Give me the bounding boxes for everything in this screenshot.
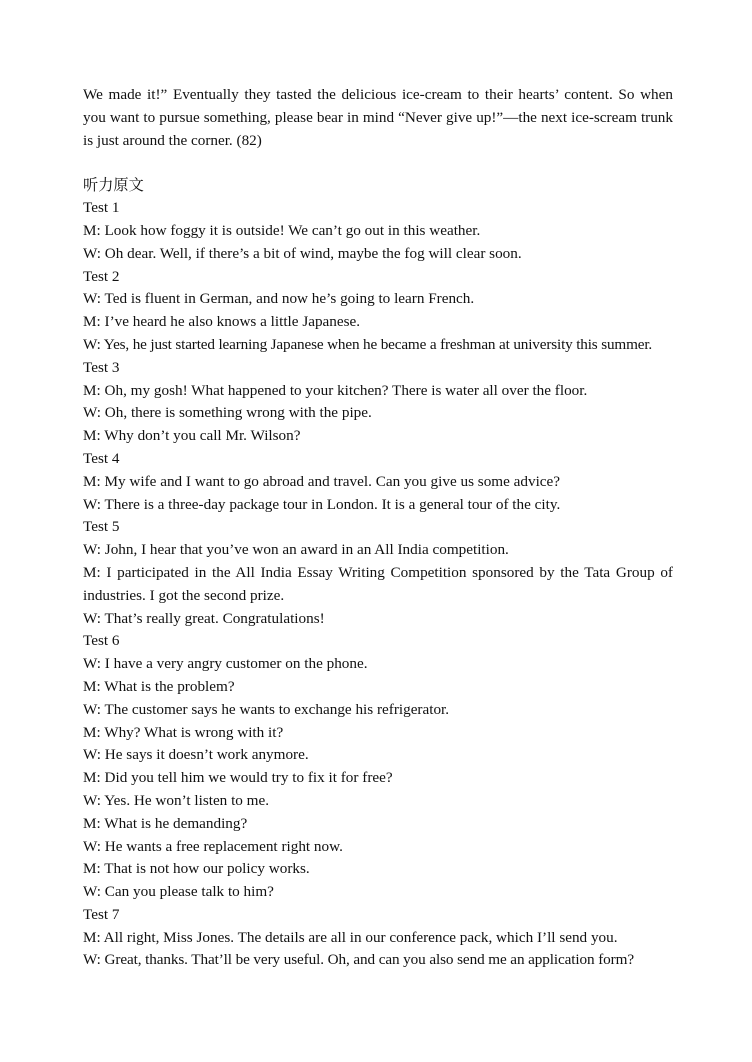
dialogue-line: W: Great, thanks. That’ll be very useful. Oh, and can you also send me an application form?	[83, 951, 634, 969]
dialogue-line: M: My wife and I want to go abroad and travel. Can you give us some advice?	[83, 472, 561, 490]
dialogue-line: W: Ted is fluent in German, and now he’s going to learn French.	[83, 290, 475, 308]
dialogue-line: W: John, I hear that you’ve won an award in an All India competition.	[83, 541, 509, 559]
dialogue-line: W: Oh dear. Well, if there’s a bit of wind, maybe the fog will clear soon.	[83, 244, 522, 262]
dialogue-line: M: Look how foggy it is outside! We can’t go out in this weather.	[83, 221, 481, 239]
dialogue-line: W: That’s really great. Congratulations!	[83, 609, 325, 627]
test-heading: Test 1	[83, 199, 120, 217]
dialogue-line: W: The customer says he wants to exchange his refrigerator.	[83, 700, 450, 718]
dialogue-line: M: Why? What is wrong with it?	[83, 723, 284, 741]
document-page	[83, 84, 673, 972]
transcript	[83, 197, 673, 972]
dialogue-line: W: He says it doesn’t work anymore.	[83, 746, 309, 764]
dialogue-line: M: I’ve heard he also knows a little Japanese.	[83, 313, 361, 331]
dialogue-line: M: That is not how our policy works.	[83, 860, 310, 878]
test-heading: Test 6	[83, 632, 120, 650]
test-heading: Test 2	[83, 267, 120, 285]
test-heading: Test 4	[83, 449, 120, 467]
test-heading: Test 7	[83, 905, 120, 923]
dialogue-line: W: Yes, he just started learning Japanese when he became a freshman at university this summer.	[83, 335, 653, 353]
dialogue-line: M: All right, Miss Jones. The details are all in our conference pack, which I’ll send you.	[83, 928, 618, 946]
dialogue-line: M: Why don’t you call Mr. Wilson?	[83, 427, 301, 445]
dialogue-line: M: I participated in the All India Essay Writing Competition sponsored by the Tata Group of industries. I got the second prize.	[83, 563, 673, 604]
dialogue-line: W: He wants a free replacement right now.	[83, 837, 343, 855]
test-heading: Test 3	[83, 358, 120, 376]
dialogue-line: M: Did you tell him we would try to fix it for free?	[83, 769, 393, 787]
dialogue-line: W: I have a very angry customer on the phone.	[83, 655, 368, 673]
dialogue-line: M: Oh, my gosh! What happened to your kitchen? There is water all over the floor.	[83, 381, 588, 399]
dialogue-line: W: Can you please talk to him?	[83, 883, 274, 901]
dialogue-line: M: What is the problem?	[83, 677, 235, 695]
intro-paragraph: We made it!” Eventually they tasted the delicious ice-cream to their hearts’ content. So when you want to pursue something, please bear in mind “Never give up!”—the next ice-scream trunk is just around the corner. (82)	[83, 86, 673, 149]
dialogue-line: W: Yes. He won’t listen to me.	[83, 791, 270, 809]
test-heading: Test 5	[83, 518, 120, 536]
section-title: 听力原文	[83, 176, 144, 195]
dialogue-line: W: Oh, there is something wrong with the pipe.	[83, 404, 372, 422]
dialogue-line: W: There is a three-day package tour in London. It is a general tour of the city.	[83, 495, 561, 513]
dialogue-line: M: What is he demanding?	[83, 814, 248, 832]
